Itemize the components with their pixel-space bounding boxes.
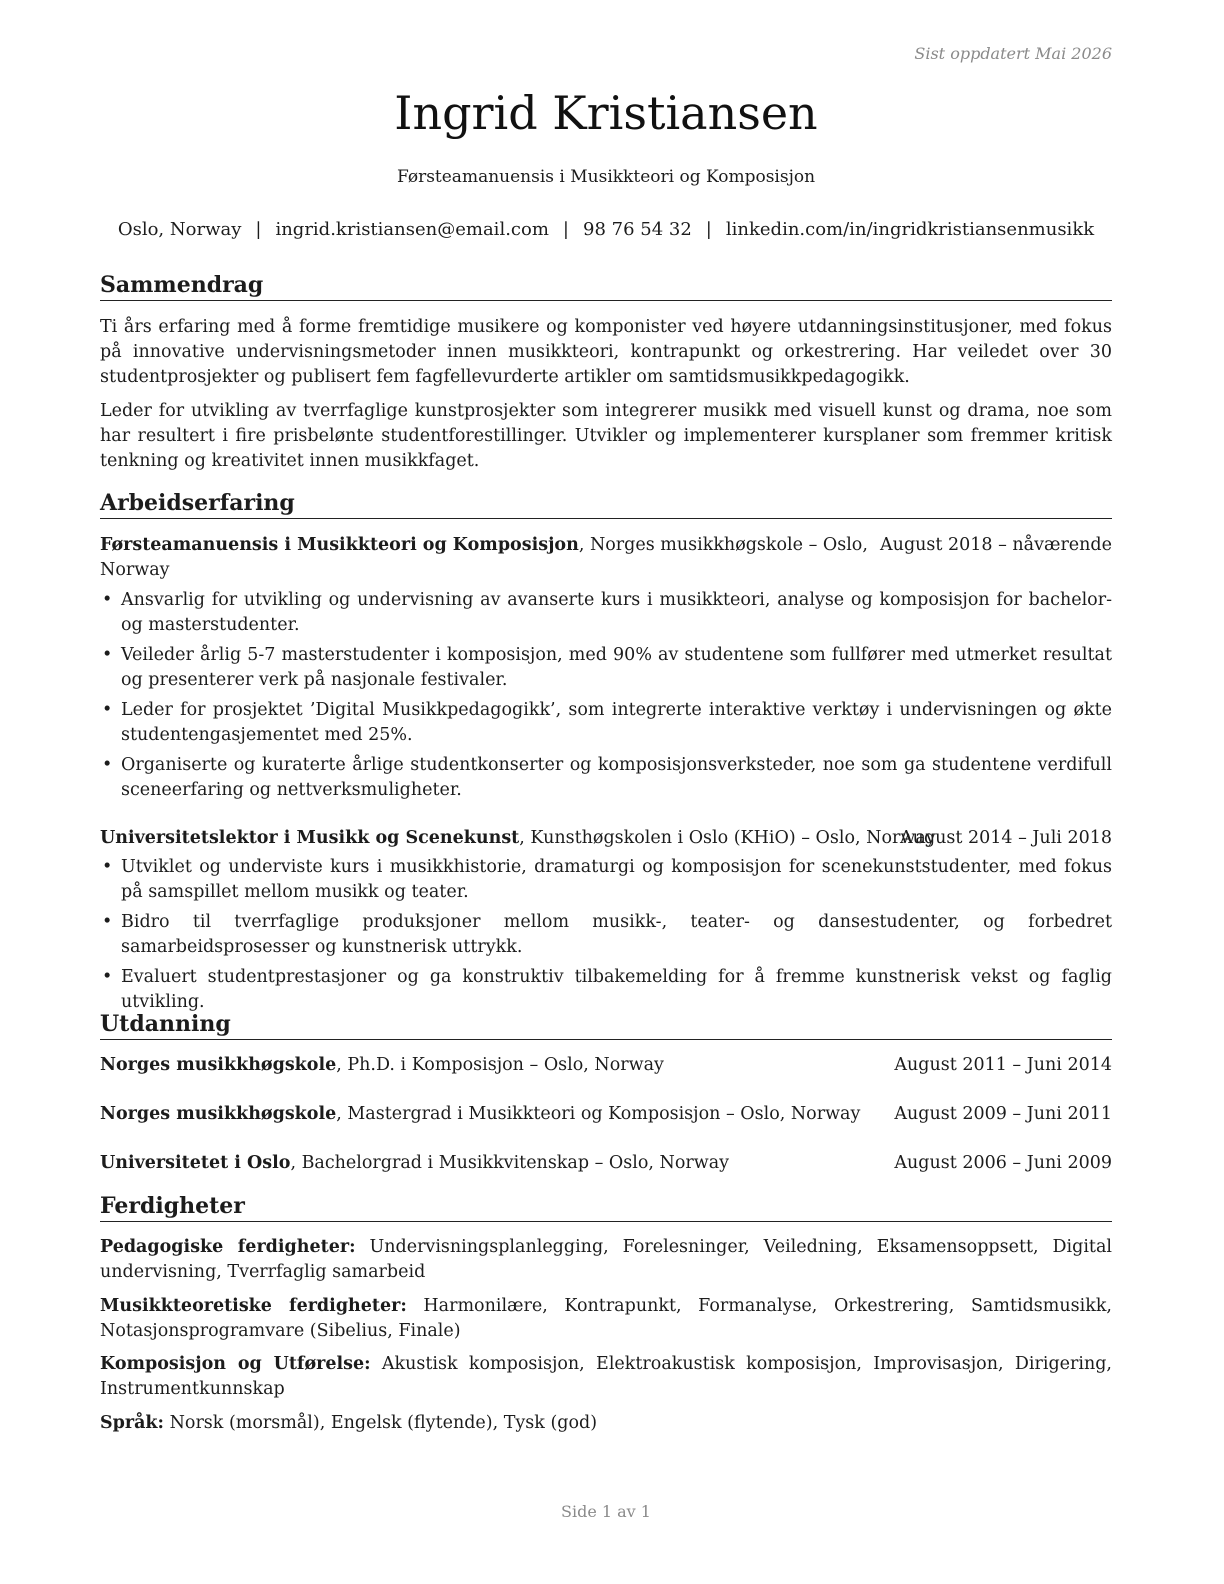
skill-label: Komposisjon og Utførelse: xyxy=(100,1354,371,1374)
contact-separator: | xyxy=(255,219,262,240)
section-heading-skills: Ferdigheter xyxy=(100,1191,1112,1222)
bullet-icon: • xyxy=(102,912,113,932)
contact-separator: | xyxy=(562,219,569,240)
job-org: , Kunsthøgskolen i Oslo (KHiO) – Oslo, Norway xyxy=(519,828,936,848)
bullet-icon: • xyxy=(102,645,113,665)
person-title: Førsteamanuensis i Musikkteori og Komposisjon xyxy=(396,167,816,187)
contact-phone: 98 76 54 32 xyxy=(583,219,692,240)
bullet-icon: • xyxy=(102,857,113,877)
skill-text: Norsk (morsmål), Engelsk (flytende), Tysk (god) xyxy=(164,1413,598,1433)
list-item: • Leder for prosjektet ’Digital Musikkpedagogikk’, som integrerte interaktive verktøy i undervisningen og økte studentengasjementet med 25%. xyxy=(102,700,1112,745)
list-item: • Organiserte og kuraterte årlige studentkonserter og komposisjonsverksteder, noe som ga studentene verdifull sceneerfaring og nettverksmuligheter. xyxy=(102,755,1112,800)
summary-paragraph-1: Ti års erfaring med å forme fremtidige musikere og komponister ved høyere utdanningsinstitusjoner, med fokus på innovative undervisningsmetoder innen musikkteori, kontrapunkt og orkestrering. Har veiledet over 30 studentprosjekter og publisert fem fagfellevurderte artikler om samtidsmusikkpedagogikk. xyxy=(100,317,1112,387)
skill-text: Undervisningsplanlegging, Forelesninger, Veiledning, Eksamensoppsett, Digital undervisning, Tverrfaglig samarbeid xyxy=(100,1237,1112,1282)
skill-item xyxy=(100,1411,1112,1436)
job-bullets xyxy=(100,588,1112,808)
job-bullets xyxy=(100,855,1112,1020)
section-heading-summary: Sammendrag xyxy=(100,270,1112,301)
bullet-icon: • xyxy=(102,967,113,987)
job-dates: August 2018 – nåværende xyxy=(880,535,1112,555)
person-name: Ingrid Kristiansen xyxy=(394,86,818,140)
education-item xyxy=(100,1053,1112,1078)
skill-text: Akustisk komposisjon, Elektroakustisk komposisjon, Improvisasjon, Dirigering, Instrumentkunnskap xyxy=(100,1354,1112,1399)
skill-item xyxy=(100,1235,1112,1285)
job-org: , Norges musikkhøgskole – Oslo, Norway xyxy=(100,535,868,580)
education-dates: August 2009 – Juni 2011 xyxy=(894,1104,1112,1124)
job-role: Førsteamanuensis i Musikkteori og Komposisjon xyxy=(100,535,579,555)
last-updated: Sist oppdatert Mai 2026 xyxy=(914,44,1112,63)
job-header xyxy=(100,533,1112,583)
education-school: Norges musikkhøgskole xyxy=(100,1055,337,1075)
summary-paragraph-2: Leder for utvikling av tverrfaglige kunstprosjekter som integrerer musikk med visuell kunst og drama, noe som har resultert i fire prisbelønte studentforestillinger. Utvikler og implementerer kursplaner som fremmer kritisk tenkning og kreativitet innen musikkfaget. xyxy=(100,401,1112,471)
contact-line xyxy=(100,219,1112,240)
contact-location: Oslo, Norway xyxy=(117,219,242,240)
skill-item xyxy=(100,1294,1112,1344)
education-detail: , Ph.D. i Komposisjon – Oslo, Norway xyxy=(336,1055,664,1075)
section-heading-experience: Arbeidserfaring xyxy=(100,488,1112,519)
education-dates: August 2006 – Juni 2009 xyxy=(894,1153,1112,1173)
resume-page xyxy=(100,0,1112,1584)
list-item: • Utviklet og underviste kurs i musikkhistorie, dramaturgi og komposisjon for scenekunststudenter, med fokus på samspillet mellom musikk og teater. xyxy=(102,857,1112,902)
job-role: Universitetslektor i Musikk og Scenekunst xyxy=(100,828,520,848)
education-detail: , Mastergrad i Musikkteori og Komposisjon – Oslo, Norway xyxy=(336,1104,861,1124)
list-item: • Ansvarlig for utvikling og undervisning av avanserte kurs i musikkteori, analyse og komposisjon for bachelor- og masterstudenter. xyxy=(102,590,1112,635)
section-heading-education: Utdanning xyxy=(100,1009,1112,1040)
contact-separator: | xyxy=(705,219,712,240)
skill-label: Pedagogiske ferdigheter: xyxy=(100,1237,356,1257)
contact-email[interactable]: ingrid.kristiansen@email.com xyxy=(275,219,549,240)
skill-text: Harmonilære, Kontrapunkt, Formanalyse, Orkestrering, Samtidsmusikk, Notasjonsprogramvare (Sibelius, Finale) xyxy=(100,1296,1112,1341)
skill-label: Musikkteoretiske ferdigheter: xyxy=(100,1296,407,1316)
job-dates: August 2014 – Juli 2018 xyxy=(900,828,1112,848)
page-number: Side 1 av 1 xyxy=(561,1502,651,1521)
education-school: Universitetet i Oslo xyxy=(100,1153,291,1173)
education-dates: August 2011 – Juni 2014 xyxy=(894,1055,1112,1075)
bullet-icon: • xyxy=(102,755,113,775)
bullet-icon: • xyxy=(102,700,113,720)
skill-item xyxy=(100,1352,1112,1402)
education-item xyxy=(100,1102,1112,1127)
skill-label: Språk: xyxy=(100,1413,165,1433)
education-school: Norges musikkhøgskole xyxy=(100,1104,337,1124)
job-header xyxy=(100,826,1112,851)
education-detail: , Bachelorgrad i Musikkvitenskap – Oslo, Norway xyxy=(290,1153,730,1173)
list-item: • Evaluert studentprestasjoner og ga konstruktiv tilbakemelding for å fremme kunstnerisk vekst og faglig utvikling. xyxy=(102,967,1112,1012)
list-item: • Veileder årlig 5-7 masterstudenter i komposisjon, med 90% av studentene som fullfører med utmerket resultat og presenterer verk på nasjonale festivaler. xyxy=(102,645,1112,690)
contact-linkedin[interactable]: linkedin.com/in/ingridkristiansenmusikk xyxy=(725,219,1095,240)
education-item xyxy=(100,1151,1112,1176)
list-item: • Bidro til tverrfaglige produksjoner mellom musikk-, teater- og dansestudenter, og forbedret samarbeidsprosesser og kunstnerisk uttrykk. xyxy=(102,912,1112,957)
bullet-icon: • xyxy=(102,590,113,610)
